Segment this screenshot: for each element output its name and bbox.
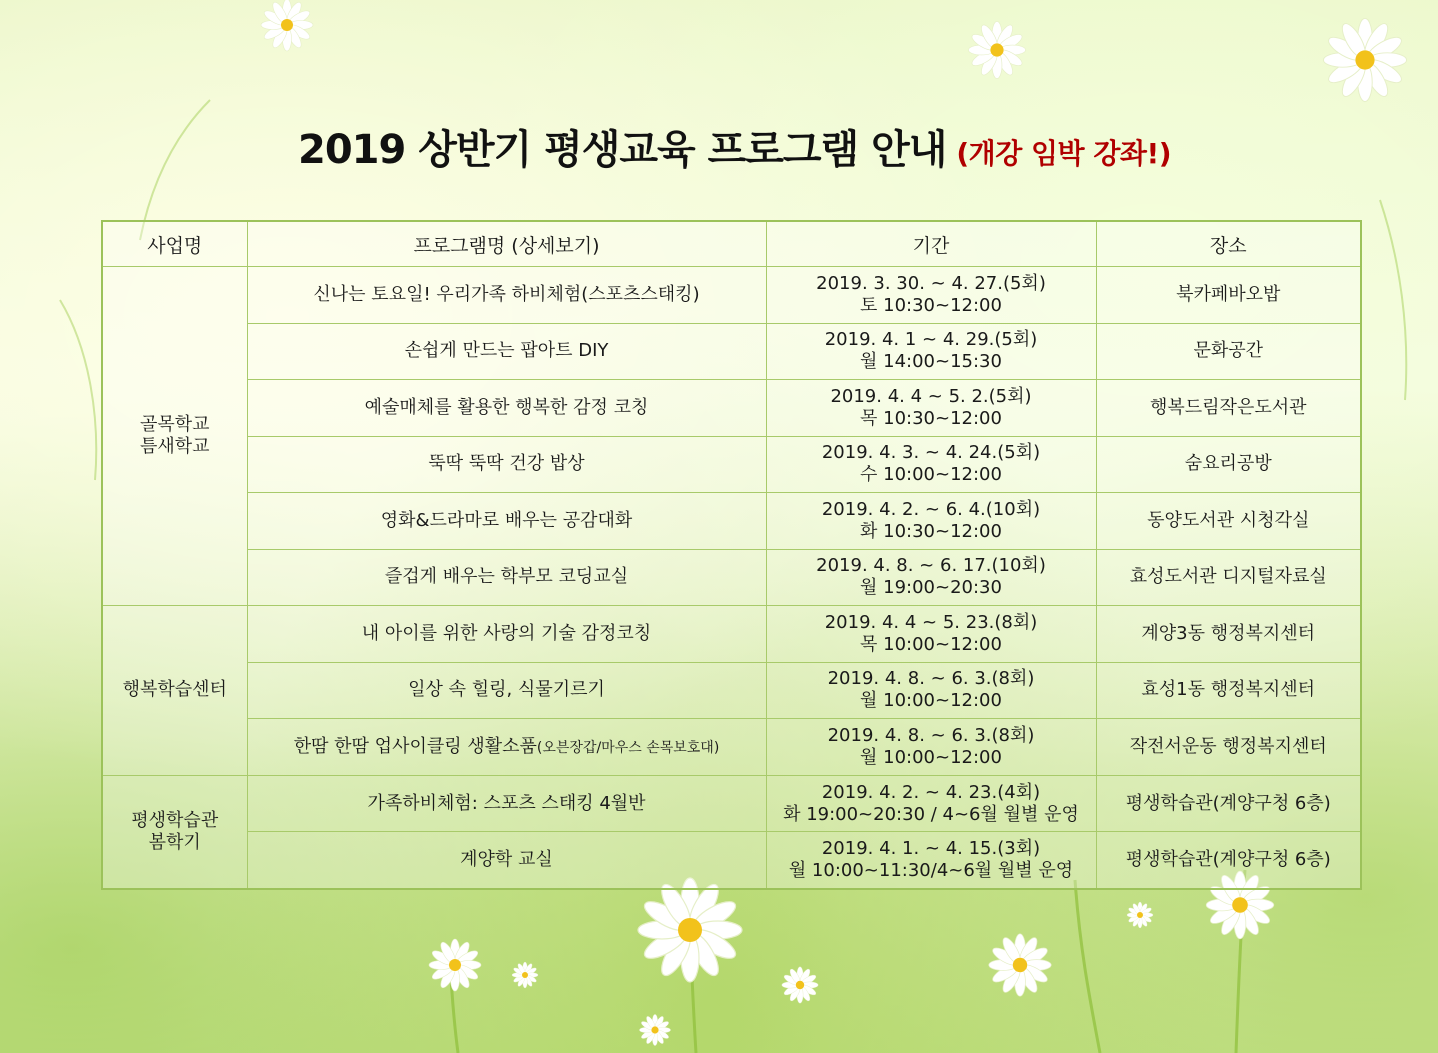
program-cell[interactable]: 즐겁게 배우는 학부모 코딩교실 <box>247 549 766 606</box>
header-program: 프로그램명 (상세보기) <box>247 221 766 267</box>
period-time: 수 10:00~12:00 <box>860 464 1002 486</box>
period-dates: 2019. 4. 8. ~ 6. 3.(8회) <box>827 725 1035 747</box>
period-time: 월 14:00~15:30 <box>860 351 1002 373</box>
program-cell[interactable]: 내 아이를 위한 사랑의 기술 감정코칭 <box>247 606 766 663</box>
period-cell <box>766 323 1096 380</box>
category-line: 골목학교 <box>139 414 210 436</box>
place-cell: 북카페바오밥 <box>1096 267 1361 324</box>
program-note: (오븐장갑/마우스 손목보호대) <box>536 739 720 756</box>
header-place: 장소 <box>1096 221 1361 267</box>
period-time: 월 19:00~20:30 <box>860 577 1002 599</box>
program-cell[interactable]: 계양학 교실 <box>247 832 766 889</box>
table-row <box>102 549 1361 606</box>
period-cell <box>766 380 1096 437</box>
period-dates: 2019. 4. 8. ~ 6. 3.(8회) <box>827 668 1035 690</box>
title-main: 2019 상반기 평생교육 프로그램 안내 <box>298 127 947 173</box>
period-dates: 2019. 4. 4 ~ 5. 2.(5회) <box>830 385 1032 407</box>
place-cell: 동양도서관 시청각실 <box>1096 493 1361 550</box>
place-cell: 계양3동 행정복지센터 <box>1096 606 1361 663</box>
program-cell[interactable] <box>247 719 766 776</box>
table-row <box>102 719 1361 776</box>
daisy-icon <box>512 962 538 988</box>
place-cell: 효성1동 행정복지센터 <box>1096 662 1361 719</box>
place-cell: 효성도서관 디지털자료실 <box>1096 549 1361 606</box>
program-cell[interactable]: 신나는 토요일! 우리가족 하비체험(스포츠스태킹) <box>247 267 766 324</box>
period-cell <box>766 267 1096 324</box>
place-cell: 문화공간 <box>1096 323 1361 380</box>
category-cell <box>102 606 247 776</box>
daisy-icon <box>638 878 742 982</box>
program-table <box>101 220 1362 890</box>
category-line: 봄학기 <box>148 831 201 853</box>
period-cell <box>766 493 1096 550</box>
category-line: 틈새학교 <box>139 436 210 458</box>
program-cell[interactable]: 손쉽게 만드는 팝아트 DIY <box>247 323 766 380</box>
period-cell <box>766 832 1096 889</box>
table-row <box>102 380 1361 437</box>
period-dates: 2019. 4. 3. ~ 4. 24.(5회) <box>821 442 1041 464</box>
period-dates: 2019. 3. 30. ~ 4. 27.(5회) <box>816 272 1046 294</box>
place-cell: 평생학습관(계양구청 6층) <box>1096 832 1361 889</box>
program-title: 한땀 한땀 업사이클링 생활소품 <box>293 735 537 757</box>
period-dates: 2019. 4. 2. ~ 6. 4.(10회) <box>821 498 1041 520</box>
category-cell <box>102 775 247 889</box>
table-row <box>102 832 1361 889</box>
period-cell <box>766 719 1096 776</box>
period-time: 화 19:00~20:30 / 4~6월 월별 운영 <box>783 803 1079 825</box>
page-title <box>298 118 1171 178</box>
program-cell[interactable]: 예술매체를 활용한 행복한 감정 코칭 <box>247 380 766 437</box>
daisy-icon <box>782 967 818 1003</box>
period-dates: 2019. 4. 8. ~ 6. 17.(10회) <box>816 555 1046 577</box>
period-dates: 2019. 4. 4 ~ 5. 23.(8회) <box>824 611 1038 633</box>
program-cell[interactable]: 일상 속 힐링, 식물기르기 <box>247 662 766 719</box>
place-cell: 숨요리공방 <box>1096 436 1361 493</box>
daisy-icon <box>1323 18 1406 101</box>
table-row <box>102 323 1361 380</box>
category-line: 행복학습센터 <box>122 679 227 701</box>
daisy-icon <box>639 1014 670 1045</box>
period-cell <box>766 606 1096 663</box>
table-header-row <box>102 221 1361 267</box>
daisy-icon <box>261 0 313 51</box>
daisy-icon <box>968 21 1025 78</box>
category-cell <box>102 267 247 606</box>
period-time: 목 10:30~12:00 <box>860 407 1002 429</box>
daisy-icon <box>429 939 481 991</box>
period-time: 월 10:00~12:00 <box>860 747 1002 769</box>
table-row <box>102 267 1361 324</box>
period-time: 목 10:00~12:00 <box>860 633 1002 655</box>
daisy-icon <box>1127 902 1153 928</box>
place-cell: 작전서운동 행정복지센터 <box>1096 719 1361 776</box>
period-cell <box>766 775 1096 832</box>
table-row <box>102 493 1361 550</box>
period-dates: 2019. 4. 1. ~ 4. 15.(3회) <box>821 838 1041 860</box>
period-cell <box>766 662 1096 719</box>
program-cell[interactable]: 뚝딱 뚝딱 건강 밥상 <box>247 436 766 493</box>
table-row <box>102 775 1361 832</box>
period-dates: 2019. 4. 2. ~ 4. 23.(4회) <box>821 781 1041 803</box>
header-category: 사업명 <box>102 221 247 267</box>
table-row <box>102 662 1361 719</box>
period-dates: 2019. 4. 1 ~ 4. 29.(5회) <box>824 329 1038 351</box>
daisy-icon <box>989 934 1051 996</box>
program-cell[interactable]: 영화&드라마로 배우는 공감대화 <box>247 493 766 550</box>
place-cell: 행복드림작은도서관 <box>1096 380 1361 437</box>
period-cell <box>766 436 1096 493</box>
table-row <box>102 436 1361 493</box>
period-time: 화 10:30~12:00 <box>860 520 1002 542</box>
period-time: 월 10:00~11:30/4~6월 월별 운영 <box>788 860 1074 882</box>
period-cell <box>766 549 1096 606</box>
table-row <box>102 606 1361 663</box>
category-line: 평생학습관 <box>131 809 219 831</box>
title-sub: (개강 임박 강좌!) <box>956 137 1172 170</box>
period-time: 월 10:00~12:00 <box>860 690 1002 712</box>
period-time: 토 10:30~12:00 <box>860 294 1002 316</box>
place-cell: 평생학습관(계양구청 6층) <box>1096 775 1361 832</box>
header-period: 기간 <box>766 221 1096 267</box>
program-cell[interactable]: 가족하비체험: 스포츠 스태킹 4월반 <box>247 775 766 832</box>
